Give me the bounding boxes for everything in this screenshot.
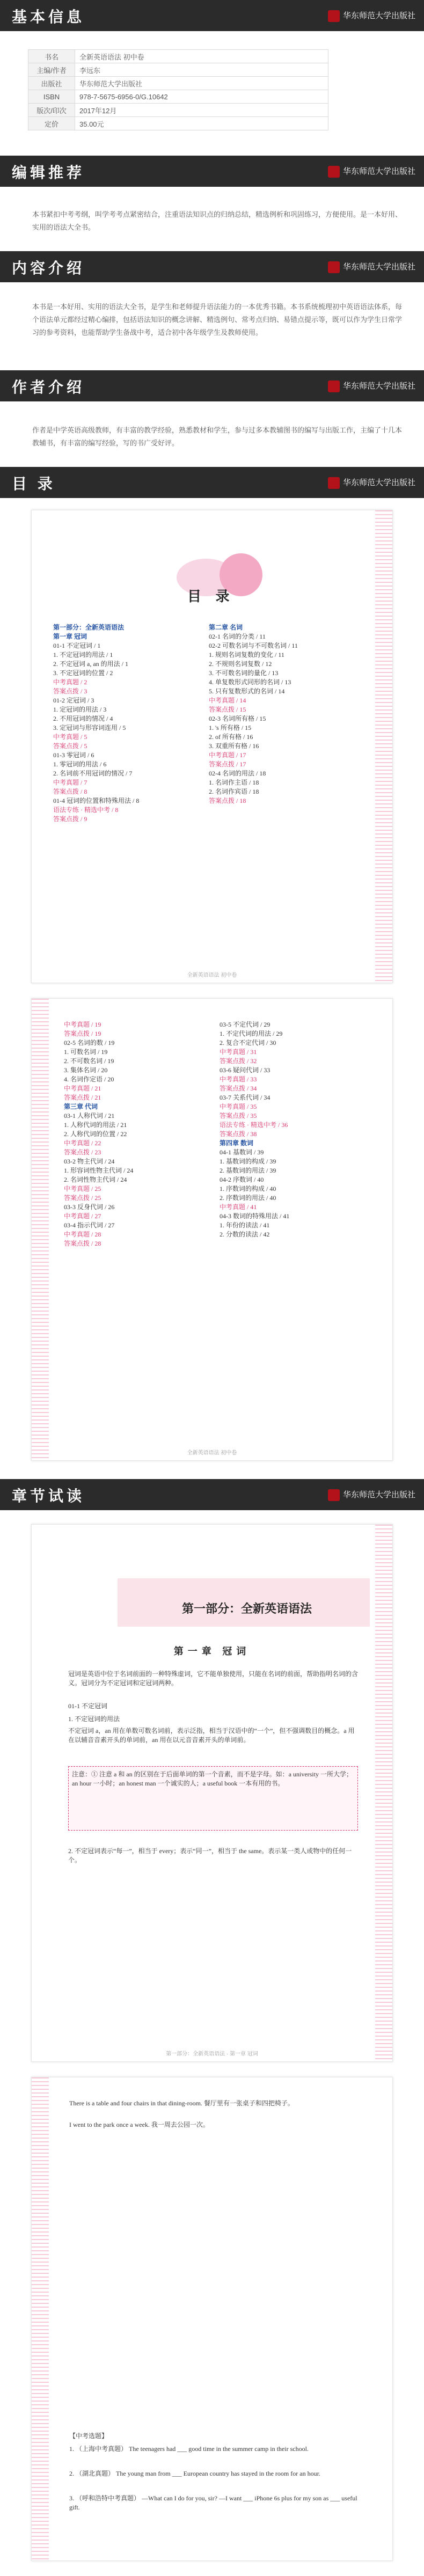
toc-entry[interactable]: 中考真题 / 41 [220,1203,257,1211]
toc-entry[interactable]: 2. 名词作宾语 / 18 [209,788,259,795]
toc-entry[interactable]: 1. 规则名词复数的变化 / 11 [209,651,284,658]
toc-page-2 [31,998,393,1461]
toc-entry[interactable]: 5. 只有复数形式的名词 / 14 [209,687,285,695]
toc-entry[interactable]: 答案点拨 / 23 [64,1148,101,1156]
page-footer: 全新英语语法 初中卷 [187,972,237,978]
part-banner [118,1578,370,1627]
section-title: 基本信息 [12,9,85,25]
publisher-logo: 华东师范大学出版社 [328,10,415,22]
exam-question: 2. （湖北真题） The young man from ___ European country has stayed in the room for an hour. [69,2470,320,2477]
toc-entry[interactable]: 1. 定冠词的用法 / 3 [53,706,107,713]
toc-entry[interactable]: 答案点拨 / 19 [64,1030,101,1037]
toc-entry[interactable]: 2. 不规则名词复数 / 12 [209,660,272,668]
body-paragraph: I went to the park once a week. 我一周去公园一次。 [69,2121,209,2128]
toc-title: 目 录 [187,589,235,604]
toc-entry[interactable]: 04-1 基数词 / 39 [220,1148,264,1156]
section-title: 章节试读 [12,1488,85,1504]
page-decoration [32,999,49,1460]
toc-entry[interactable]: 语法专练 · 精选中考 / 36 [220,1121,288,1129]
sample-page-1 [31,1524,393,2062]
toc-entry[interactable]: 3. 集体名词 / 20 [64,1066,108,1074]
toc-entry[interactable]: 2. 不用冠词的情况 / 4 [53,715,113,722]
toc-entry[interactable]: 1. 名词作主语 / 18 [209,779,259,786]
summary-text: 本书是一本好用、实用的语法大全书，是学生和老师提升语法能力的一本优秀书籍。本书系统梳理初中英语语法体系，每个语法单元都经过精心编排，包括语法知识的概念讲解、精选例句、常考点归纳、易错点提示等，既可以作为学生日常学习的参考资料，也能帮助学生备战中考，适合初中各年级学生及教师使用。 [32,303,403,336]
toc-entry[interactable]: 03-5 不定代词 / 29 [220,1021,271,1028]
toc-entry[interactable]: 答案点拨 / 15 [209,706,246,713]
toc-entry[interactable]: 4. 名词作定语 / 20 [64,1075,114,1083]
toc-entry[interactable]: 3. 不可数名词的量化 / 13 [209,669,279,677]
page-decoration [375,510,392,983]
page-decoration [32,2077,49,2560]
toc-entry[interactable]: 答案点拨 / 32 [220,1057,257,1065]
publisher-logo: 华东师范大学出版社 [328,261,415,273]
toc-chapter[interactable]: 第三章 代词 [64,1103,98,1110]
body-paragraph: There is a table and four chairs in that dining-room. 餐厅里有一张桌子和四把椅子。 [69,2099,294,2107]
toc-entry[interactable]: 答案点拨 / 28 [64,1240,101,1247]
sample-page-2 [31,2077,393,2561]
toc-entry[interactable]: 1. 人称代词的用法 / 21 [64,1121,127,1129]
note-box: 注意：① 注意 a 和 an 的区别在于后面单词的第一个音素，而不是字母。如：a university 一所大学；an hour 一小时；an honest man 一个诚实的人；a useful book 一本有用的书。 [68,1766,358,1831]
page-decoration [375,1525,392,2061]
toc-entry[interactable]: 中考真题 / 14 [209,697,246,704]
toc-entry[interactable]: 语法专练 · 精选中考 / 8 [53,806,119,814]
toc-entry[interactable]: 01-2 定冠词 / 3 [53,697,94,704]
recommend-text: 本书紧扣中考考纲，叫学考考点紧密结合，注重语法知识点的归纳总结，精选例析和巩固练习，方便使用。是一本好用、实用的语法大全书。 [32,210,403,231]
toc-entry[interactable]: 2. 名词前不用冠词的情况 / 7 [53,770,133,777]
subsection-heading: 1. 不定冠词的用法 [68,1715,120,1723]
toc-entry[interactable]: 中考真题 / 31 [220,1048,257,1056]
publisher-logo-icon [328,166,340,178]
publisher-logo-icon [328,380,340,392]
toc-entry[interactable]: 中考真题 / 7 [53,779,87,786]
toc-entry[interactable]: 3. 定冠词与形容词连用 / 5 [53,724,126,731]
toc-entry[interactable]: 04-3 数词的特殊用法 / 41 [220,1212,290,1220]
section-title: 编辑推荐 [12,164,85,181]
toc-column [209,623,359,806]
toc-entry[interactable]: 03-4 指示代词 / 27 [64,1221,115,1229]
toc-chapter[interactable]: 第二章 名词 [209,624,243,631]
toc-entry[interactable]: 答案点拨 / 21 [64,1094,101,1101]
toc-entry[interactable]: 2. 不定冠词 a, an 的用法 / 1 [53,660,128,668]
toc-entry[interactable]: 答案点拨 / 3 [53,687,87,695]
toc-entry[interactable]: 2. 基数词的用法 / 39 [220,1167,276,1174]
toc-entry[interactable]: 02-4 名词的用法 / 18 [209,770,266,777]
toc-entry[interactable]: 2. 不可数名词 / 19 [64,1057,114,1065]
toc-entry[interactable]: 03-2 物主代词 / 24 [64,1158,115,1165]
publisher-logo: 华东师范大学出版社 [328,477,415,489]
toc-entry[interactable]: 中考真题 / 5 [53,733,87,741]
toc-entry[interactable]: 2. 名词性物主代词 / 24 [64,1176,127,1183]
toc-entry[interactable]: 答案点拨 / 17 [209,760,246,768]
toc-entry[interactable]: 01-3 零冠词 / 6 [53,751,94,759]
toc-entry[interactable]: 02-5 名词的数 / 19 [64,1039,115,1046]
toc-entry[interactable]: 答案点拨 / 5 [53,742,87,750]
toc-entry[interactable]: 1. 's 所有格 / 15 [209,724,252,731]
toc-entry[interactable]: 1. 序数词的构成 / 40 [220,1185,276,1192]
toc-entry[interactable]: 中考真题 / 22 [64,1139,101,1147]
toc-part[interactable]: 第一部分：全新英语语法 [53,624,125,631]
toc-entry[interactable]: 2. 序数词的用法 / 40 [220,1194,276,1202]
toc-entry[interactable]: 中考真题 / 2 [53,678,87,686]
publisher-logo: 华东师范大学出版社 [328,1489,415,1501]
info-row: 出版社 华东师范大学出版社 [28,77,328,90]
toc-entry[interactable]: 1. 基数词的构成 / 39 [220,1158,276,1165]
toc-entry[interactable]: 2. 复合不定代词 / 30 [220,1039,276,1046]
toc-page-1 [31,510,393,983]
toc-entry[interactable]: 4. 单复数形式同形的名词 / 13 [209,678,291,686]
publisher-logo-icon [328,1489,340,1501]
toc-entry[interactable]: 答案点拨 / 25 [64,1194,101,1202]
toc-entry[interactable]: 03-3 反身代词 / 26 [64,1203,115,1211]
page-footer: 第一部分：全新英语语法 · 第一章 冠词 [166,2051,258,2057]
section-header-summary [0,251,424,282]
toc-entry[interactable]: 答案点拨 / 9 [53,815,87,823]
exam-question: 3. （呼和浩特中考真题） —What can I do for you, sir? —I want ___ iPhone 6s plus for my son as ___ useful gift. [69,2494,357,2511]
toc-entry[interactable]: 中考真题 / 25 [64,1185,101,1192]
toc-entry[interactable]: 3. 不定冠词的位置 / 2 [53,669,113,677]
toc-entry[interactable]: 中考真题 / 27 [64,1212,101,1220]
section-title: 作者介绍 [12,379,85,396]
chapter-title: 第一章 冠词 [173,1646,251,1657]
toc-entry[interactable]: 2. 分数的读法 / 42 [220,1231,270,1238]
toc-entry[interactable]: 2. of 所有格 / 16 [209,733,253,741]
publisher-logo: 华东师范大学出版社 [328,165,415,178]
section-header-recommend [0,156,424,187]
toc-chapter[interactable]: 第一章 冠词 [53,633,87,640]
section-title: 目 录 [12,475,56,492]
toc-column [64,1020,203,1248]
info-row: 主编/作者 李远东 [28,63,328,77]
section-header-author [0,370,424,401]
toc-entry[interactable]: 答案点拨 / 38 [220,1130,257,1138]
toc-entry[interactable]: 中考真题 / 19 [64,1021,101,1028]
toc-entry[interactable]: 答案点拨 / 35 [220,1112,257,1119]
toc-entry[interactable]: 03-6 疑问代词 / 33 [220,1066,271,1074]
body-paragraph: 不定冠词 a，an 用在单数可数名词前，表示泛指，相当于汉语中的“一个”，但不强调数目的概念。a 用在以辅音音素开头的单词前，an 用在以元音音素开头的单词前。 [68,1727,355,1744]
toc-entry[interactable]: 1. 零冠词的用法 / 6 [53,760,107,768]
toc-entry[interactable]: 01-4 冠词的位置和特殊用法 / 8 [53,797,140,804]
toc-entry[interactable]: 3. 双重所有格 / 16 [209,742,259,750]
toc-entry[interactable]: 中考真题 / 33 [220,1075,257,1083]
toc-entry[interactable]: 2. 人称代词的位置 / 22 [64,1130,127,1138]
toc-entry[interactable]: 1. 可数名词 / 19 [64,1048,108,1056]
toc-entry[interactable]: 中考真题 / 17 [209,751,246,759]
toc-entry[interactable]: 答案点拨 / 18 [209,797,246,804]
info-row: 版次/印次 2017年12月 [28,104,328,117]
info-row: ISBN 978-7-5675-6956-0/G.10642 [28,90,328,104]
chapter-intro: 冠词是英语中位于名词前面的一种特殊虚词，它不能单独使用，只能在名词的前面，帮助指明名词的含义。冠词分为不定冠词和定冠词两种。 [68,1670,359,1687]
toc-entry[interactable]: 答案点拨 / 8 [53,788,87,795]
toc-entry[interactable]: 1. 不定冠词的用法 / 1 [53,651,113,658]
toc-entry[interactable]: 1. 不定代词的用法 / 29 [220,1030,283,1037]
publisher-logo-icon [328,477,340,489]
toc-entry[interactable]: 答案点拨 / 34 [220,1085,257,1092]
toc-entry[interactable]: 03-7 关系代词 / 34 [220,1094,271,1101]
exam-question: 1. （上海中考真题） The teenagers had ___ good time in the summer camp in their school. [69,2445,309,2453]
info-row: 书名 全新英语语法 初中卷 [28,50,328,63]
section-title: 内容介绍 [12,260,85,276]
toc-column [53,623,193,824]
toc-entry[interactable]: 中考真题 / 28 [64,1231,101,1238]
toc-column [220,1020,370,1239]
toc-entry[interactable]: 04-2 序数词 / 40 [220,1176,264,1183]
toc-entry[interactable]: 1. 形容词性物主代词 / 24 [64,1167,134,1174]
part-title: 第一部分：全新英语语法 [182,1602,312,1615]
toc-entry[interactable]: 02-3 名词所有格 / 15 [209,715,266,722]
toc-entry[interactable]: 03-1 人称代词 / 21 [64,1112,115,1119]
toc-entry[interactable]: 01-1 不定冠词 / 1 [53,642,101,649]
section-heading: 01-1 不定冠词 [68,1702,107,1710]
toc-entry[interactable]: 1. 年份的读法 / 41 [220,1221,270,1229]
section-header-basic [0,0,424,31]
toc-entry[interactable]: 中考真题 / 35 [220,1103,257,1110]
publisher-logo: 华东师范大学出版社 [328,380,415,392]
toc-entry[interactable]: 02-1 名词的分类 / 11 [209,633,266,640]
info-table [28,49,328,130]
author-text: 作者是中学英语高级教师，有丰富的教学经验，熟悉教材和学生，参与过多本教辅图书的编写与出版工作，主编了十几本教辅书，有丰富的编写经验，写的书广受好评。 [32,426,403,447]
exam-heading: 【中考选题】 [69,2432,108,2440]
publisher-logo-icon [328,261,340,273]
body-paragraph: 2. 不定冠词表示“每一”，相当于 every；表示“同一”，相当于 the same。表示某一类人或物中的任何一个。 [68,1847,352,1864]
section-header-toc [0,467,424,498]
info-row: 定价 35.00元 [28,117,328,130]
publisher-logo-icon [328,10,340,22]
toc-entry[interactable]: 中考真题 / 21 [64,1085,101,1092]
page-footer: 全新英语语法 初中卷 [187,1450,237,1456]
toc-chapter[interactable]: 第四章 数词 [220,1139,254,1147]
toc-entry[interactable]: 02-2 可数名词与不可数名词 / 11 [209,642,298,649]
section-header-sample [0,1479,424,1510]
